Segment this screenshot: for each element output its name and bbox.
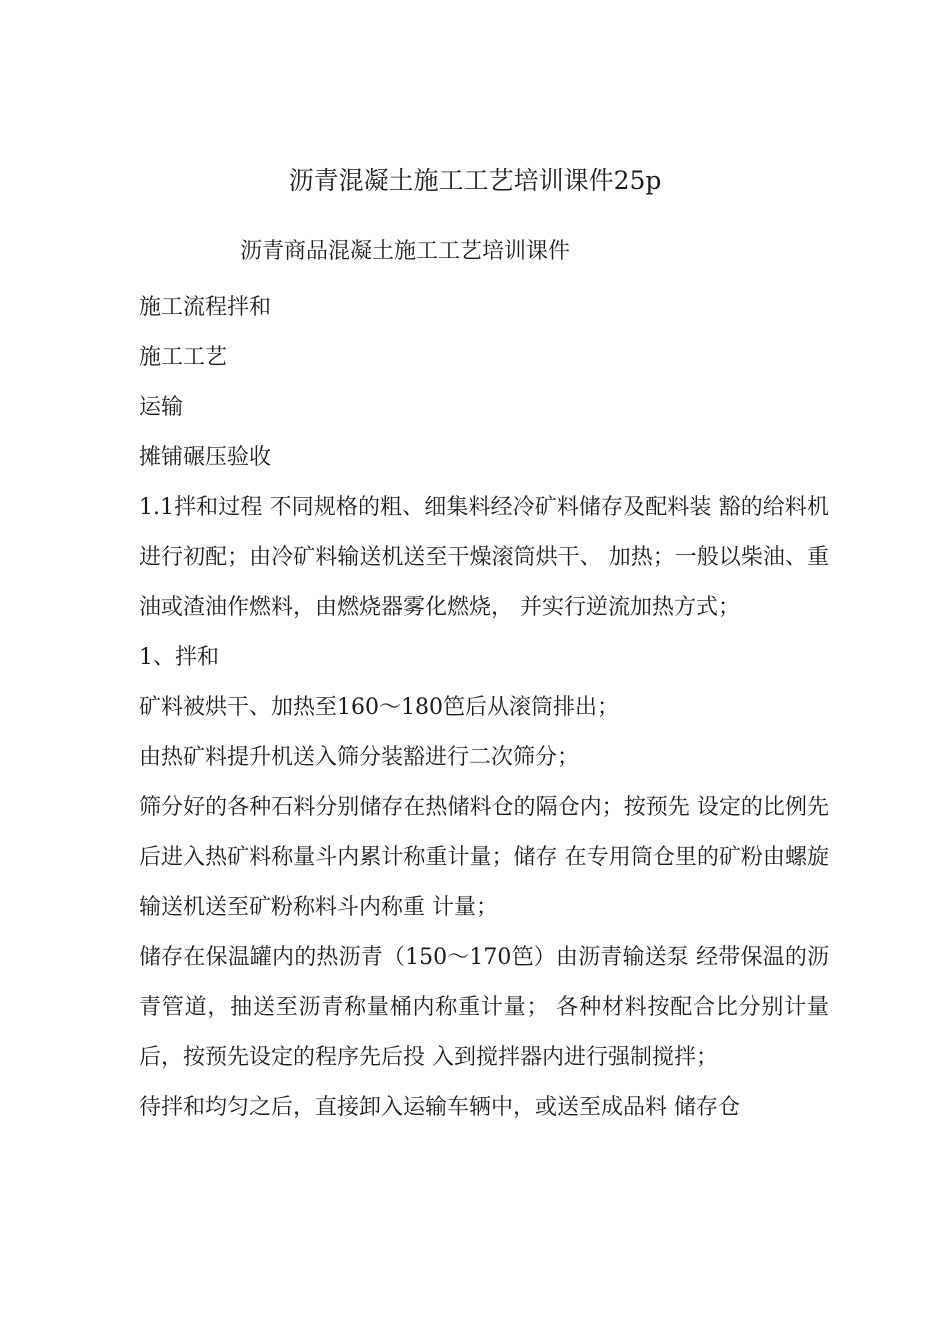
paragraph-asphalt-dosing: 储存在保温罐内的热沥青（150〜170笆）由沥青输送泵 经带保温的沥青管道，抽送至沥青称量桶内称重计量； 各种材料按配合比分别计量后，按预先设定的程序先后投 入到搅拌器内进行强制搅拌； bbox=[139, 945, 829, 1070]
paragraph-paving-rolling: 摊铺碾压验收 bbox=[139, 445, 272, 470]
paragraph-mixing-process: 1.1拌和过程 不同规格的粗、细集料经冷矿料储存及配料装 豁的给料机进行初配；由冷矿料输送机送至干燥滚筒烘干、 加热；一般以柴油、重油或渣油作燃料，由燃烧器雾化燃烧， 并实行逆流加热方式； bbox=[139, 495, 829, 620]
paragraph-transport: 运输 bbox=[139, 395, 184, 420]
document-title: 沥青混凝土施工工艺培训课件25p bbox=[288, 166, 662, 195]
paragraph-discharge: 待拌和均匀之后，直接卸入运输车辆中，或送至成品料 储存仓 bbox=[139, 1095, 740, 1120]
document-body bbox=[139, 283, 829, 1133]
document-subtitle: 沥青商品混凝土施工工艺培训课件 bbox=[240, 239, 571, 264]
paragraph-weighing: 筛分好的各种石料分别储存在热储料仓的隔仓内；按预先 设定的比例先后进入热矿料称量斗内累计称重计量；储存 在专用筒仓里的矿粉由螺旋输送机送至矿粉称料斗内称重 计量； bbox=[139, 795, 829, 920]
paragraph-mixing-heading: 1、拌和 bbox=[139, 645, 219, 670]
paragraph-screening: 由热矿料提升机送入筛分装豁进行二次筛分； bbox=[139, 745, 580, 770]
paragraph-process-flow: 施工流程拌和 bbox=[139, 295, 272, 320]
paragraph-construction-technology: 施工工艺 bbox=[139, 345, 228, 370]
paragraph-drying: 矿料被烘干、加热至160〜180笆后从滚筒排出； bbox=[139, 695, 619, 720]
